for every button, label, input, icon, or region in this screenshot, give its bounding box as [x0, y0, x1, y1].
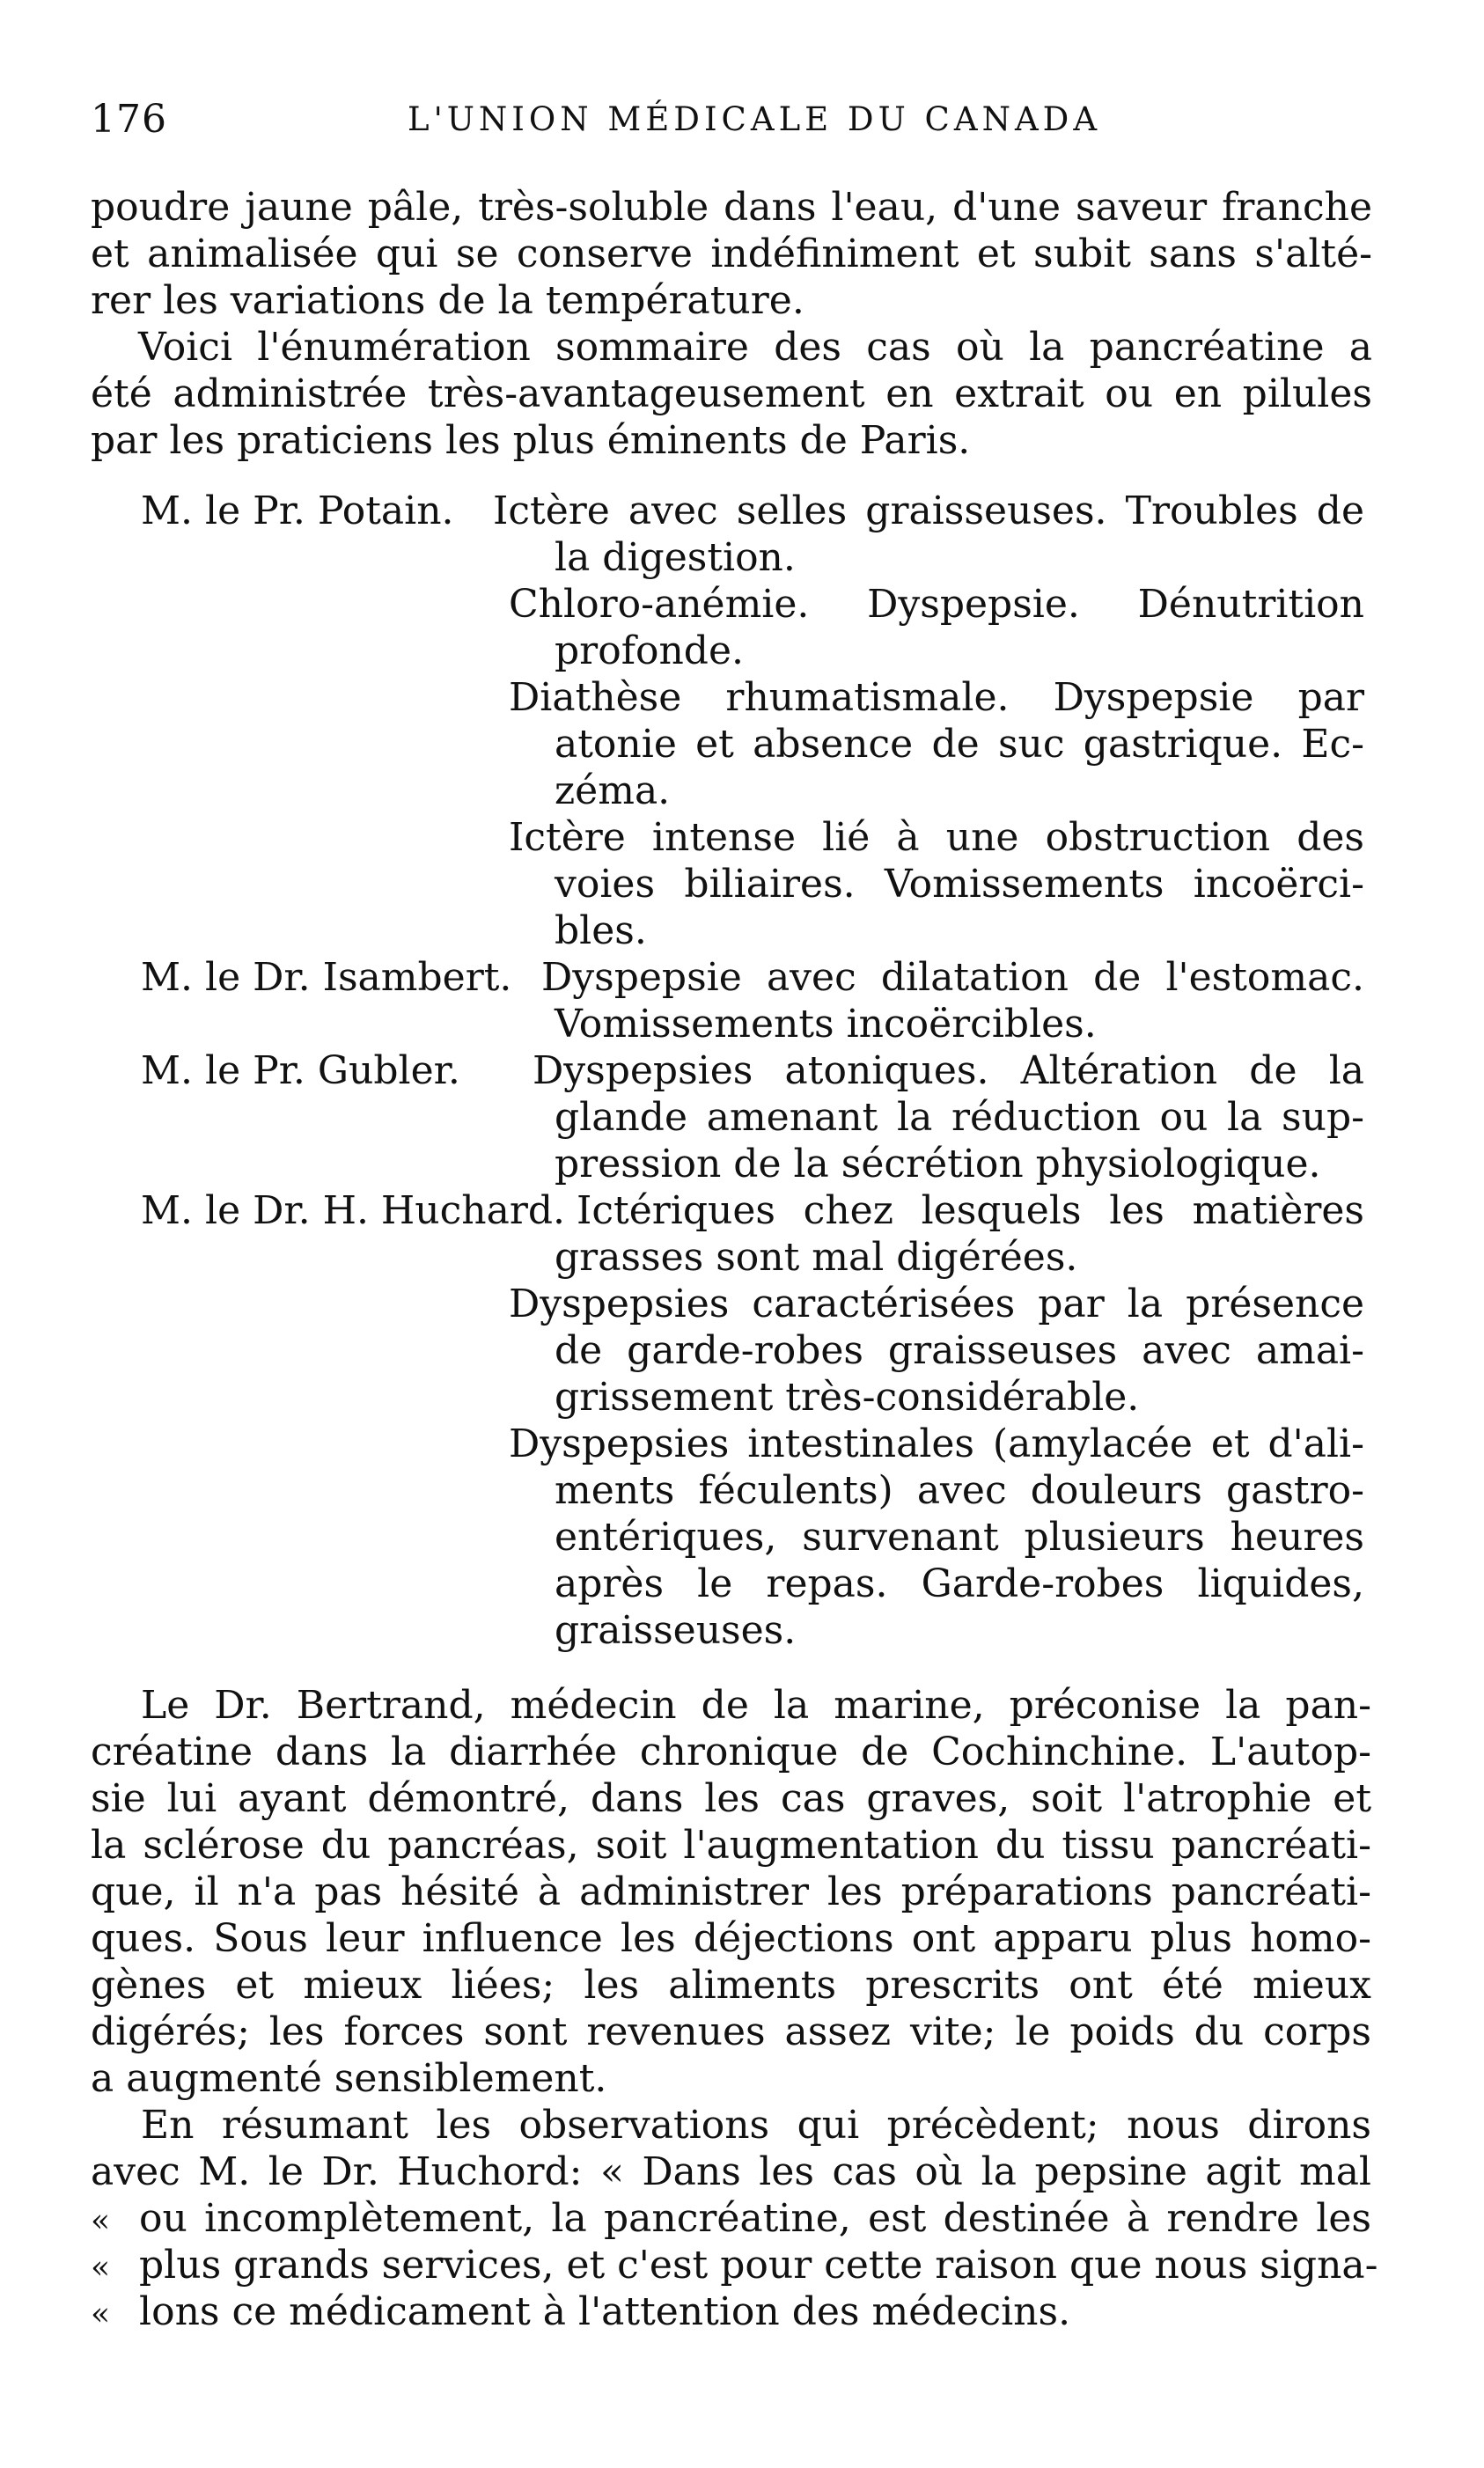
symptom-line: zéma.	[555, 768, 671, 813]
symptom-line: Ictériques chez lesquels les matières	[577, 1188, 1364, 1233]
symptom-line: Diathèse rhumatismale. Dyspepsie par	[509, 675, 1364, 720]
quote-mark: «	[91, 2203, 111, 2239]
symptom-line: atonie et absence de suc gastrique. Ec-	[555, 722, 1364, 767]
symptom-line: Dyspepsies caractérisées par la présence	[509, 1282, 1364, 1326]
symptom-line: après le repas. Garde-robes liquides,	[555, 1561, 1364, 1606]
body-line: plus grands services, et c'est pour cette raison que nous signa-	[139, 2243, 1378, 2288]
doctor-name: M. le Dr. H. Huchard.	[141, 1188, 566, 1233]
symptom-line: la digestion.	[555, 535, 796, 580]
doctor-name: M. le Pr. Potain.	[141, 488, 454, 533]
body-line: que, il n'a pas hésité à administrer les préparations pancréati-	[91, 1869, 1371, 1914]
symptom-line: pression de la sécrétion physiologique.	[555, 1142, 1321, 1186]
body-line: ou incomplètement, la pancréatine, est destinée à rendre les	[139, 2196, 1371, 2241]
intro-line: par les praticiens les plus éminents de Paris.	[91, 418, 971, 463]
running-title: L'UNION MÉDICALE DU CANADA	[408, 100, 1102, 138]
symptom-line: profonde.	[555, 628, 744, 673]
page-number: 176	[91, 97, 167, 142]
body-line: a augmenté sensiblement.	[91, 2056, 607, 2101]
symptom-line: voies biliaires. Vomissements incoërci-	[555, 862, 1364, 907]
symptom-line: entériques, survenant plusieurs heures	[555, 1515, 1364, 1560]
symptom-line: Ictère intense lié à une obstruction des	[509, 815, 1364, 860]
symptom-line: bles.	[555, 908, 647, 953]
symptom-line: Dyspepsies intestinales (amylacée et d'ali-	[509, 1421, 1364, 1466]
symptom-line: glande amenant la réduction ou la sup-	[555, 1095, 1364, 1140]
body-line: Le Dr. Bertrand, médecin de la marine, préconise la pan-	[141, 1683, 1371, 1728]
symptom-line: ments féculents) avec douleurs gastro-	[555, 1468, 1364, 1513]
symptom-line: de garde-robes graisseuses avec amai-	[555, 1328, 1364, 1373]
quote-mark: «	[91, 2296, 111, 2332]
body-line: avec M. le Dr. Huchord: « Dans les cas où la pepsine agit mal	[91, 2149, 1371, 2194]
symptom-line: graisseuses.	[555, 1608, 797, 1653]
symptom-line: Dyspepsies atoniques. Altération de la	[533, 1048, 1364, 1093]
body-line: gènes et mieux liées; les aliments prescrits ont été mieux	[91, 1963, 1371, 2008]
page-header	[91, 97, 1372, 153]
symptom-line: grissement très-considérable.	[555, 1375, 1140, 1420]
symptom-line: Vomissements incoërcibles.	[555, 1002, 1097, 1047]
symptom-line: grasses sont mal digérées.	[555, 1235, 1078, 1280]
quote-mark: «	[91, 2250, 111, 2286]
body-line: lons ce médicament à l'attention des médecins.	[139, 2289, 1071, 2334]
body-line: la sclérose du pancréas, soit l'augmentation du tissu pancréati-	[91, 1823, 1371, 1868]
body-line: En résumant les observations qui précèdent; nous dirons	[141, 2103, 1371, 2148]
intro-line: rer les variations de la température.	[91, 278, 804, 323]
symptom-line: Chloro-anémie. Dyspepsie. Dénutrition	[509, 582, 1364, 627]
body-line: digérés; les forces sont revenues assez vite; le poids du corps	[91, 2009, 1371, 2054]
intro-line: poudre jaune pâle, très-soluble dans l'eau, d'une saveur franche	[91, 185, 1372, 230]
body-line: créatine dans la diarrhée chronique de Cochinchine. L'autop-	[91, 1730, 1371, 1774]
body-line: sie lui ayant démontré, dans les cas graves, soit l'atrophie et	[91, 1776, 1371, 1821]
symptom-line: Dyspepsie avec dilatation de l'estomac.	[541, 955, 1364, 1000]
intro-line: et animalisée qui se conserve indéfiniment et subit sans s'alté-	[91, 231, 1372, 276]
doctor-name: M. le Pr. Gubler.	[141, 1048, 460, 1093]
symptom-line: Ictère avec selles graisseuses. Troubles de	[493, 488, 1364, 533]
intro-line: Voici l'énumération sommaire des cas où la pancréatine a	[138, 325, 1372, 370]
body-line: ques. Sous leur influence les déjections ont apparu plus homo-	[91, 1916, 1371, 1961]
doctor-name: M. le Dr. Isambert.	[141, 955, 512, 1000]
intro-line: été administrée très-avantageusement en extrait ou en pilules	[91, 371, 1372, 416]
